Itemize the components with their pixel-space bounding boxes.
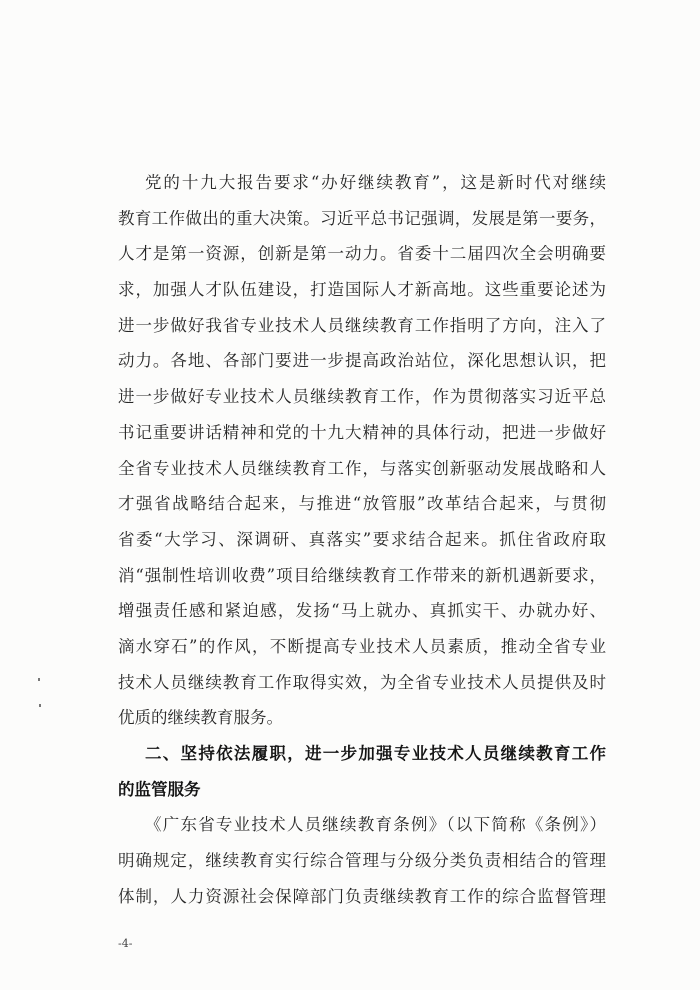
section-heading bbox=[118, 736, 606, 807]
page-number: -4- bbox=[118, 937, 133, 950]
scan-mark bbox=[38, 678, 40, 681]
heading-line: 的监管服务 bbox=[118, 779, 201, 799]
text-line: 进一步做好我省专业技术人员继续教育工作指明了方向，注入了 bbox=[118, 315, 606, 335]
text-line: 进一步做好专业技术人员继续教育工作，作为贯彻落实习近平总 bbox=[118, 387, 606, 407]
text-line: 增强责任感和紧迫感，发扬“马上就办、真抓实干、办就办好、 bbox=[118, 601, 606, 621]
text-line: 人才是第一资源，创新是第一动力。省委十二届四次全会明确要 bbox=[118, 244, 606, 264]
heading-line: 二、坚持依法履职，进一步加强专业技术人员继续教育工作 bbox=[145, 744, 606, 763]
text-line: 滴水穿石”的作风，不断提高专业技术人员素质，推动全省专业 bbox=[118, 636, 606, 656]
text-line: 才强省战略结合起来，与推进“放管服”改革结合起来，与贯彻 bbox=[118, 494, 606, 514]
text-line: 求，加强人才队伍建设，打造国际人才新高地。这些重要论述为 bbox=[118, 280, 606, 300]
text-line: 明确规定，继续教育实行综合管理与分级分类负责相结合的管理 bbox=[118, 851, 606, 871]
paragraph-regulations bbox=[118, 807, 606, 914]
text-line: 教育工作做出的重大决策。习近平总书记强调，发展是第一要务， bbox=[118, 208, 606, 228]
text-line: 消“强制性培训收费”项目给继续教育工作带来的新机遇新要求， bbox=[118, 565, 606, 585]
text-line: 体制，人力资源社会保障部门负责继续教育工作的综合监督管理 bbox=[118, 886, 606, 906]
text-line: 全省专业技术人员继续教育工作，与落实创新驱动发展战略和人 bbox=[118, 458, 606, 478]
scan-mark bbox=[39, 704, 41, 707]
text-line: 优质的继续教育服务。 bbox=[118, 708, 283, 728]
text-line: 动力。各地、各部门要进一步提高政治站位，深化思想认识，把 bbox=[118, 351, 606, 371]
text-line: 技术人员继续教育工作取得实效，为全省专业技术人员提供及时 bbox=[118, 672, 606, 692]
text-line: 书记重要讲话精神和党的十九大精神的具体行动，把进一步做好 bbox=[118, 422, 606, 442]
body-text bbox=[118, 165, 606, 914]
text-line: 党的十九大报告要求“办好继续教育”，这是新时代对继续 bbox=[145, 173, 606, 192]
paragraph-continuing-education bbox=[118, 165, 606, 736]
text-line: 省委“大学习、深调研、真落实”要求结合起来。抓住省政府取 bbox=[118, 529, 606, 549]
text-line: 《广东省专业技术人员继续教育条例》（以下简称《条例》） bbox=[145, 815, 606, 835]
